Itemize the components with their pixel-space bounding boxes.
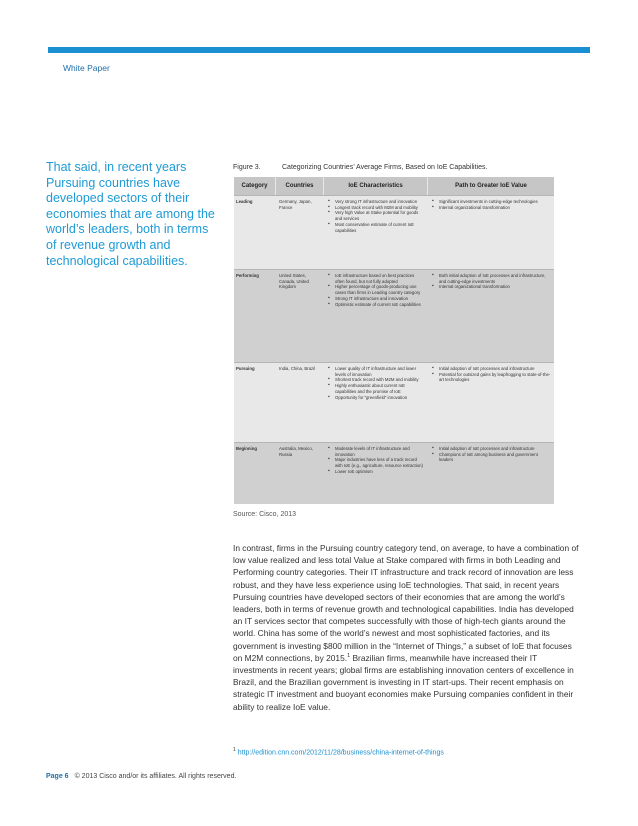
column-header-countries: Countries [276, 177, 324, 195]
list-item: ▪ Initial adoption of IoE processes and infrastructure [431, 446, 551, 452]
figure-title: Categorizing Countries’ Average Firms, Based on IoE Capabilities. [282, 164, 488, 171]
table-row-beginning [234, 442, 554, 504]
footnote-reference[interactable]: 1 [347, 653, 351, 660]
row-countries: Australia, Mexico, Russia [279, 446, 313, 457]
list-item: ▪ Internal organizational transformation [431, 205, 551, 211]
list-item: ▪ Opportunity for “greenfield” innovation [327, 395, 425, 401]
list-item: ▪ Higher percentage of goods-producing use cases than firms in Leading country category [327, 284, 425, 295]
row-category: Pursuing [236, 366, 255, 371]
capabilities-table [234, 177, 554, 504]
row-path [428, 270, 554, 362]
row-characteristics [324, 363, 428, 442]
table-row-pursuing [234, 362, 554, 442]
row-countries: Germany, Japan, France [279, 199, 312, 210]
row-characteristics [324, 270, 428, 362]
row-path [428, 443, 554, 504]
figure-caption [233, 164, 573, 171]
list-item: ▪ Major industries have less of a track record with IoE (e.g., agriculture, resource extraction) [327, 457, 425, 468]
footnote-link[interactable]: http://edition.cnn.com/2012/11/28/business/china-internet-of-things [237, 749, 444, 757]
column-header-category: Category [234, 177, 276, 195]
list-item: ▪ Highly enthusiastic about current IoE capabilities and the promise of IoE [327, 383, 425, 394]
list-item: ▪ Very high Value at Stake potential for goods and services [327, 210, 425, 221]
row-category: Leading [236, 199, 253, 204]
figure-number: Figure 3. [233, 164, 261, 171]
row-path [428, 363, 554, 442]
body-paragraph [233, 542, 581, 713]
column-header-characteristics: IoE Characteristics [324, 177, 428, 195]
pull-quote: That said, in recent years Pursuing countries have developed sectors of their economies that are among the world’s leaders, both in terms of revenue growth and technological capabilities. [46, 160, 215, 268]
list-item: ▪ Optimistic estimate of current IoE capabilities [327, 302, 425, 308]
table-row-leading [234, 195, 554, 269]
list-item: ▪ Potential for outsized gains by leapfrogging to state-of-the-art technologies [431, 372, 551, 383]
list-item: ▪ Significant investments in cutting-edge technologies [431, 199, 551, 205]
copyright: © 2013 Cisco and/or its affiliates. All rights reserved. [74, 773, 237, 780]
figure-source: Source: Cisco, 2013 [233, 511, 297, 518]
row-category: Performing [236, 273, 259, 278]
list-item: ▪ Moderate levels of IT infrastructure and innovation [327, 446, 425, 457]
list-item: ▪ Lower quality of IT infrastructure and lower levels of innovation [327, 366, 425, 377]
list-item: ▪ Longest track record with M2M and mobility [327, 205, 425, 211]
list-item: ▪ Shortest track record with M2M and mobility [327, 377, 425, 383]
body-text-part-1: In contrast, firms in the Pursuing country category tend, on average, to have a combination of low value realized and less total Value at Stake compared with firms in both Leading and Performing country categories. Their IT infrastructure and track record of innovation are less robust, and they have less experience using IoE technologies. That said, in recent years Pursuing countries have developed sectors of their economies that are among the world’s leaders, both in terms of revenue growth and technological capabilities. India has developed an IT services sector that competes successfully with those of high-tech giants around the world. China has some of the world’s newest and most sophisticated factories, and its government is investing $800 million in the “Internet of Things,” a subset of IoE that focuses on M2M connections, by 2015. [233, 543, 579, 663]
list-item: ▪ Most conservative estimate of current IoE capabilities [327, 222, 425, 233]
page-number: Page 6 [46, 773, 69, 780]
body-text-part-2: Brazilian firms, meanwhile have increased their IT investments in recent years; global firms are establishing innovation centers of excellence in Brazil, and the Brazilian government is investing in IT start-ups. Their recent emphasis on strategic IT investment and buoyant economies make Pursuing companies confident in their ability to realize IoE value. [233, 652, 574, 712]
table-row-performing [234, 269, 554, 362]
page-footer [46, 773, 236, 780]
list-item: ▪ Very strong IT infrastructure and innovation [327, 199, 425, 205]
row-path [428, 196, 554, 269]
header-rule [48, 47, 590, 53]
list-item: ▪ IoE infrastructure based on best practices often found, but not fully adopted [327, 273, 425, 284]
document-type-label: White Paper [63, 63, 110, 73]
list-item: ▪ Both initial adoption of IoE processes and infrastructure, and cutting-edge investments [431, 273, 551, 284]
row-characteristics [324, 196, 428, 269]
row-characteristics [324, 443, 428, 504]
footnote [233, 747, 444, 756]
list-item: ▪ Strong IT infrastructure and innovation [327, 296, 425, 302]
column-header-path: Path to Greater IoE Value [455, 183, 527, 189]
list-item: ▪ Lower IoE optimism [327, 469, 425, 475]
list-item: ▪ Champions of IoE among business and government leaders [431, 452, 551, 463]
list-item: ▪ Internal organizational transformation [431, 284, 551, 290]
list-item: ▪ Initial adoption of IoE processes and infrastructure [431, 366, 551, 372]
row-category: Beginning [236, 446, 258, 451]
row-countries: United States, Canada, United Kingdom [279, 273, 309, 290]
row-countries: India, China, Brazil [279, 366, 316, 371]
footnote-number: 1 [233, 747, 236, 753]
table-header [234, 177, 554, 195]
